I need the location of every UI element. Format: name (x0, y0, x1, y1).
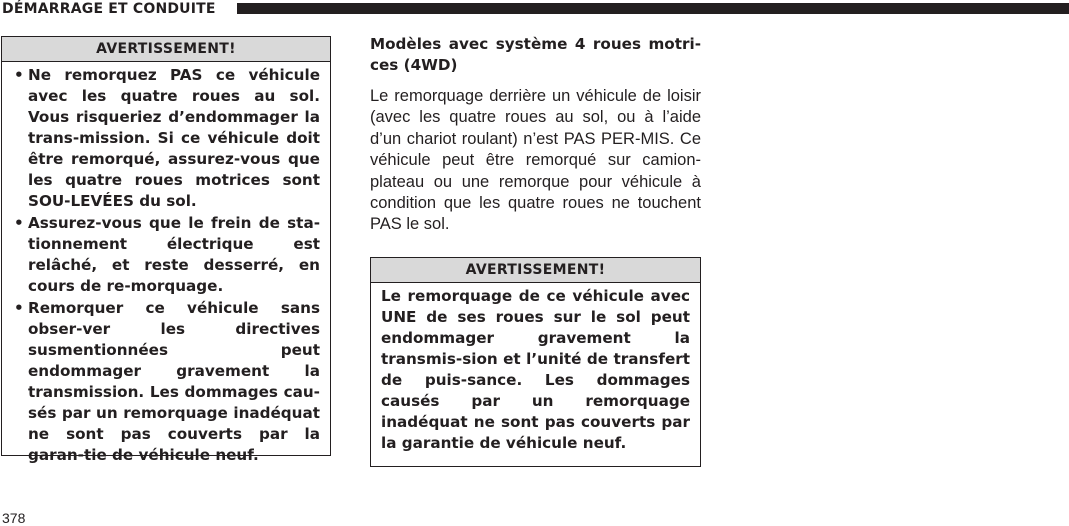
warning-box-transmission (370, 257, 701, 467)
warning-box-towing (1, 36, 331, 464)
warning-text: Le remorquage de ce véhicule avec UNE de ses roues sur le sol peut endommager gravement la transmis-sion et l’unité de transfert de puis-sance. Les dommages causés par un remorquage inadéquat ne sont pas couverts par la garantie de véhicule neuf. (381, 287, 690, 452)
bullet-icon: • (14, 66, 24, 84)
section-body: Le remorquage derrière un véhicule de loisir (avec les quatre roues au sol, ou à l’aide d’un chariot roulant) n’est PAS PER-MIS. Ce véhicule peut être remorqué sur camion-plateau ou une remorque pour véhicule à condition que les quatre roues ne touchent PAS le sol. (370, 87, 701, 234)
page-number: 378 (2, 510, 26, 526)
warning-item-text: Assurez-vous que le frein de sta-tionnement électrique est relâché, et reste desserré, en cours de re-morquage. (28, 214, 320, 295)
page-header (0, 0, 1069, 18)
warning-title: AVERTISSEMENT! (2, 37, 330, 62)
section-heading: Modèles avec système 4 roues motri-ces (4WD) (370, 35, 701, 74)
bullet-icon: • (14, 299, 24, 317)
warning-title: AVERTISSEMENT! (371, 258, 700, 283)
warning-list (2, 62, 330, 466)
warning-item-text: Ne remorquez PAS ce véhicule avec les quatre roues au sol. Vous risqueriez d’endommager la trans-mission. Si ce véhicule doit être remorqué, assurez-vous que les quatre roues motrices sont SOU-LEVÉES du sol. (28, 66, 320, 210)
warning-item-four-wheels (14, 65, 320, 212)
warning-item-text: Remorquer ce véhicule sans obser-ver les directives susmentionnées peut endommager gravement la transmission. Les dommages cau-sés par un remorquage inadéquat ne sont pas couverts par la garan-tie de véhicule neuf. (28, 299, 320, 464)
warning-item-parking-brake (14, 213, 320, 297)
chapter-title: DÉMARRAGE ET CONDUITE (2, 1, 216, 17)
warning-item-damage (14, 298, 320, 466)
header-rule (237, 3, 1069, 14)
bullet-icon: • (14, 214, 24, 232)
